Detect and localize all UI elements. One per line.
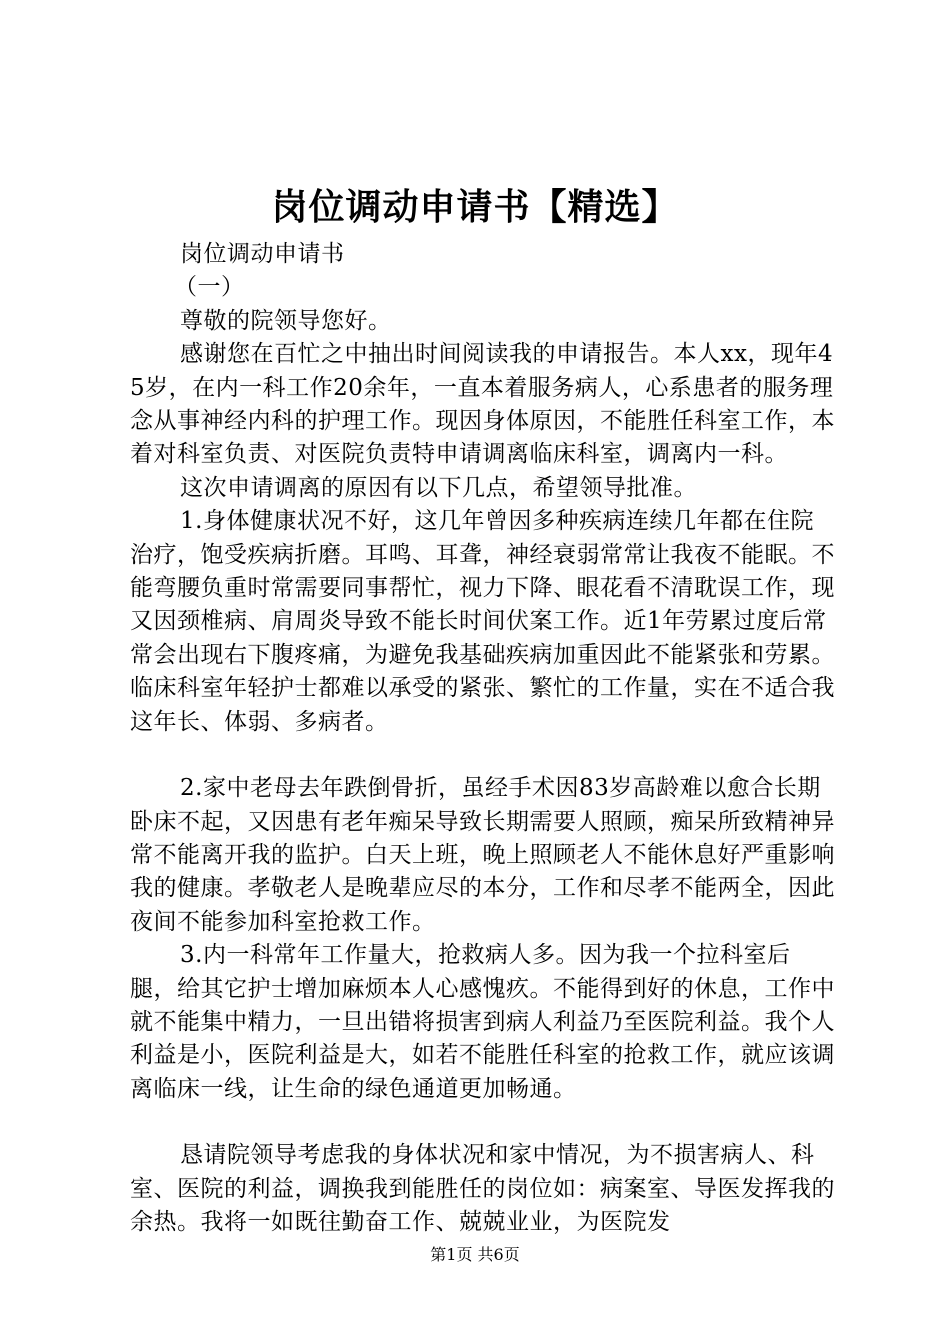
document-title: 岗位调动申请书【精选】 bbox=[271, 186, 679, 228]
paragraph-reason-2: 2.家中老母去年跌倒骨折，虽经手术因83岁高龄难以愈合长期卧床不起，又因患有老年痴呆导致长期需要人照顾，痴呆所致精神异常不能离开我的监护。白天上班，晚上照顾老人不能休息好严重影响我的健康。孝敬老人是晚辈应尽的本分，工作和尽孝不能两全，因此夜间不能参加科室抢救工作。 bbox=[130, 775, 835, 935]
paragraph-section-number: （一） bbox=[174, 274, 245, 301]
page-footer: 第1页 共6页 bbox=[430, 1245, 520, 1264]
paragraph-reason-3: 3.内一科常年工作量大，抢救病人多。因为我一个拉科室后腿，给其它护士增加麻烦本人心感愧疚。不能得到好的休息，工作中就不能集中精力，一旦出错将损害到病人利益乃至医院利益。我个人利益是小，医院利益是大，如若不能胜任科室的抢救工作，就应该调离临床一线，让生命的绿色通道更加畅通。 bbox=[130, 942, 835, 1102]
paragraph-greeting: 尊敬的院领导您好。 bbox=[180, 307, 392, 334]
paragraph-request: 恳请院领导考虑我的身体状况和家中情况，为不损害病人、科室、医院的利益，调换我到能胜任的岗位如：病案室、导医发挥我的余热。我将一如既往勤奋工作、兢兢业业，为医院发 bbox=[130, 1142, 835, 1235]
paragraph-intro: 感谢您在百忙之中抽出时间阅读我的申请报告。本人xx，现年45岁，在内一科工作20余年，一直本着服务病人，心系患者的服务理念从事神经内科的护理工作。现因身体原因，不能胜任科室工作，本着对科室负责、对医院负责特申请调离临床科室，调离内一科。 bbox=[130, 341, 835, 468]
paragraph-reasons-intro: 这次申请调离的原因有以下几点，希望领导批准。 bbox=[180, 474, 697, 501]
paragraph-reason-1: 1.身体健康状况不好，这几年曾因多种疾病连续几年都在住院治疗，饱受疾病折磨。耳鸣、耳聋，神经衰弱常常让我夜不能眠。不能弯腰负重时常需要同事帮忙，视力下降、眼花看不清耽误工作，现又因颈椎病、肩周炎导致不能长时间伏案工作。近1年劳累过度后常常会出现右下腹疼痛，为避免我基础疾病加重因此不能紧张和劳累。临床科室年轻护士都难以承受的紧张、繁忙的工作量，实在不适合我这年长、体弱、多病者。 bbox=[130, 508, 835, 735]
paragraph-heading: 岗位调动申请书 bbox=[180, 241, 345, 267]
document-body bbox=[130, 238, 835, 1239]
